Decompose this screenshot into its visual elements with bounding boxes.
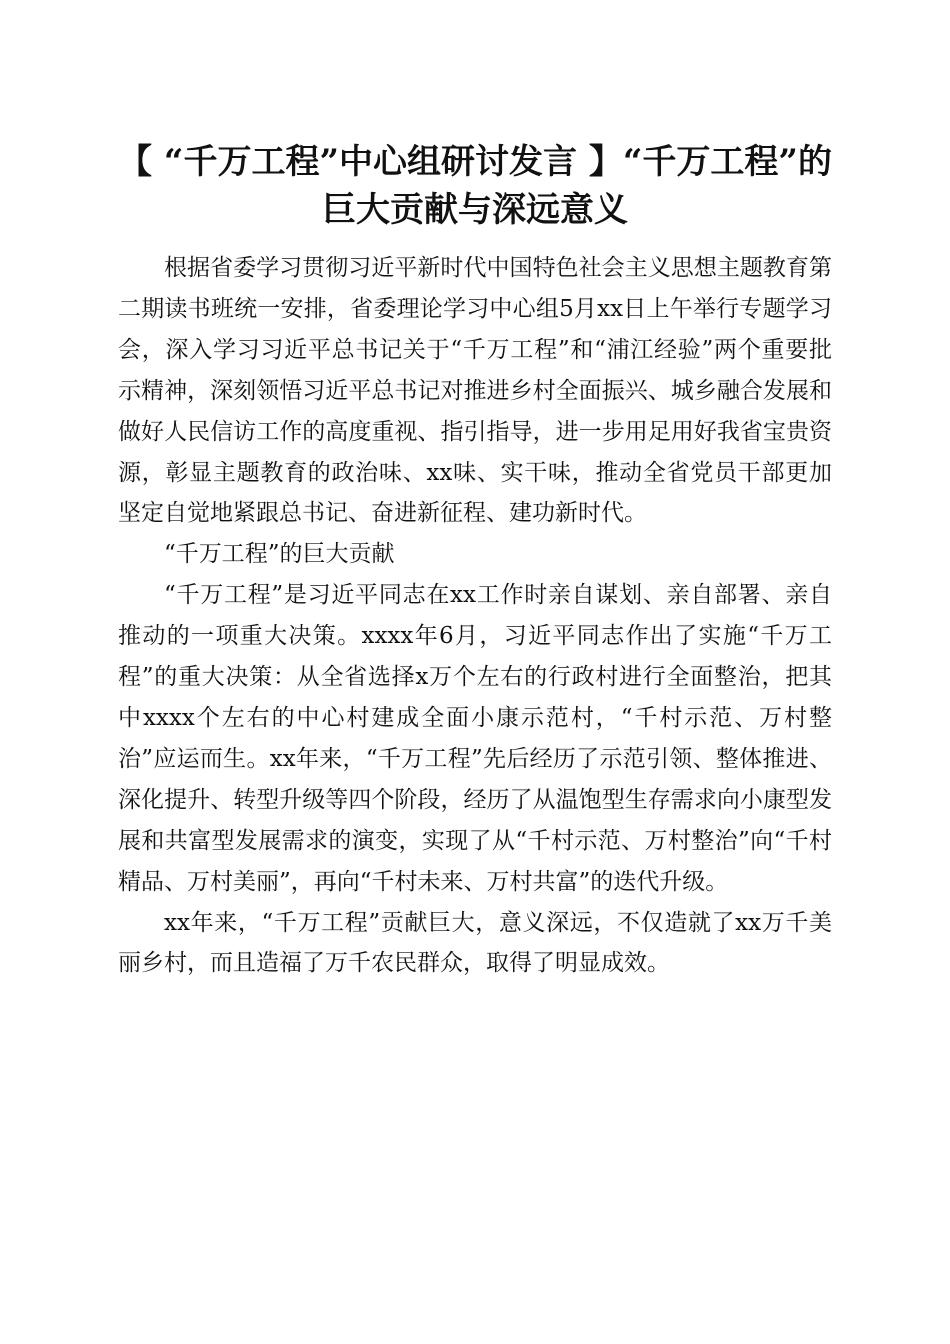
section-heading: “千万工程”的巨大贡献 (164, 541, 395, 568)
document-title: 【 “千万工程”中心组研讨发言 】“千万工程”的巨大贡献与深远意义 (118, 142, 832, 230)
document-body (118, 248, 832, 984)
body-paragraph: xx年来，“千万工程”贡献巨大，意义深远，不仅造就了xx万千美丽乡村，而且造福了万千农民群众，取得了明显成效。 (118, 909, 832, 977)
body-paragraph: “千万工程”是习近平同志在xx工作时亲自谋划、亲自部署、亲自推动的一项重大决策。xxxx年6月，习近平同志作出了实施“千万工程”的重大决策：从全省选择x万个左右的行政村进行全面整治，把其中xxxx个左右的中心村建成全面小康示范村，“千村示范、万村整治”应运而生。xx年来，“千万工程”先后经历了示范引领、整体推进、深化提升、转型升级等四个阶段，经历了从温饱型生存需求向小康型发展和共富型发展需求的演变，实现了从“千村示范、万村整治”向“千村精品、万村美丽”，再向“千村未来、万村共富”的迭代升级。 (118, 582, 832, 895)
intro-paragraph: 根据省委学习贯彻习近平新时代中国特色社会主义思想主题教育第二期读书班统一安排，省委理论学习中心组5月xx日上午举行专题学习会，深入学习习近平总书记关于“千万工程”和“浦江经验”两个重要批示精神，深刻领悟习近平总书记对推进乡村全面振兴、城乡融合发展和做好人民信访工作的高度重视、指引指导，进一步用足用好我省宝贵资源，彰显主题教育的政治味、xx味、实干味，推动全省党员干部更加坚定自觉地紧跟总书记、奋进新征程、建功新时代。 (118, 255, 832, 527)
